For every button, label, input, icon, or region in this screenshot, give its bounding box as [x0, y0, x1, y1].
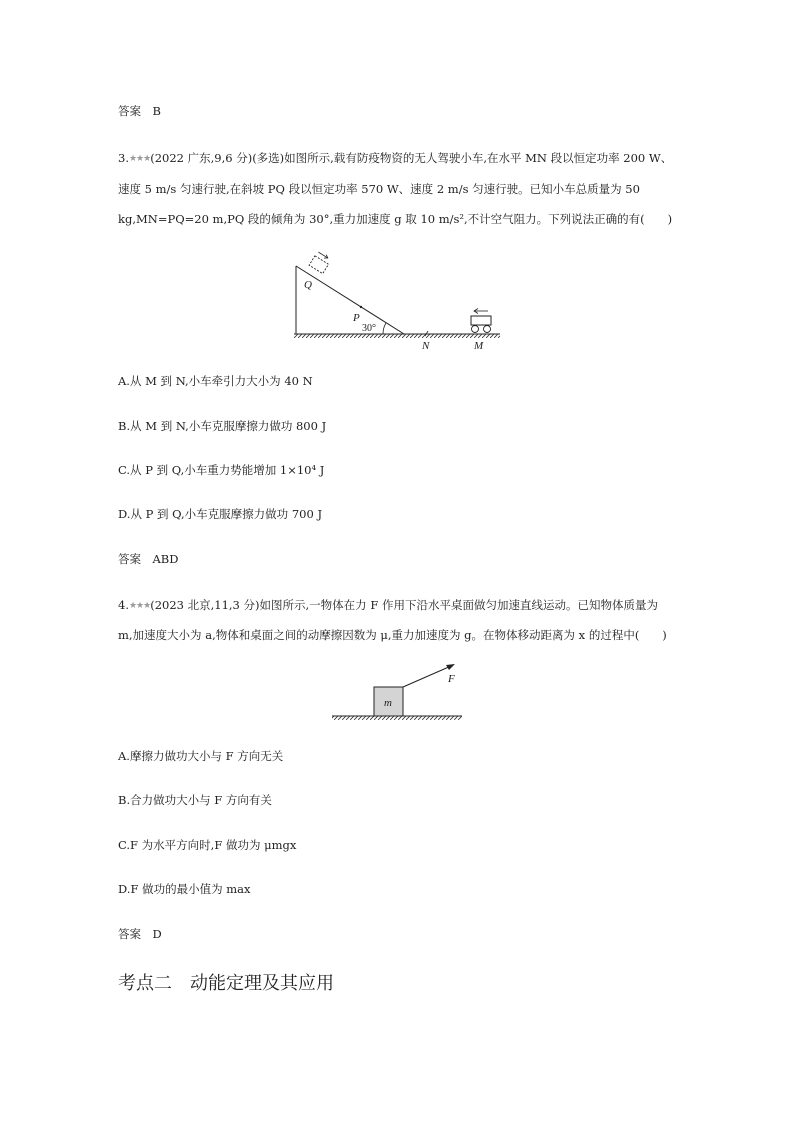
q4-line-1: [118, 597, 658, 614]
q4-option-d: D.F 做功的最小值为 max: [118, 882, 251, 896]
label-mass: m: [384, 697, 392, 709]
cart-icon: [471, 309, 491, 333]
table-hatch: [332, 716, 462, 720]
difficulty-stars-icon: ★★★: [128, 154, 151, 164]
q4-option-b: B.合力做功大小与 F 方向有关: [118, 793, 272, 807]
slope-line: [296, 266, 404, 334]
section-heading: [118, 972, 334, 996]
q3-line-3: kg,MN=PQ=20 m,PQ 段的倾角为 30°,重力加速度 g 取 10 m/s²,不计空气阻力。下列说法正确的有( ): [118, 212, 673, 226]
point-p-marker: [360, 306, 362, 308]
arrow-head-icon: [446, 664, 455, 670]
dashed-cart-icon: [309, 250, 332, 274]
previous-answer: 答案 B: [118, 104, 161, 118]
q3-figure-incline: [290, 246, 505, 356]
q4-option-a: A.摩擦力做功大小与 F 方向无关: [118, 749, 284, 763]
q4-figure-block: [330, 660, 465, 725]
label-p: P: [353, 312, 360, 324]
q3-answer: 答案 ABD: [118, 552, 179, 566]
q4-number: 4.: [118, 598, 129, 612]
q3-option-b: B.从 M 到 N,小车克服摩擦力做功 800 J: [118, 419, 327, 433]
section-number: 考点二: [118, 973, 172, 994]
difficulty-stars-icon: ★★★: [128, 601, 151, 611]
ground-hatch: [294, 334, 500, 338]
q3-option-d: D.从 P 到 Q,小车克服摩擦力做功 700 J: [118, 507, 323, 521]
q3-text-1: (2022 广东,9,6 分)(多选)如图所示,载有防疫物资的无人驾驶小车,在水平 MN 段以恒定功率 200 W、: [150, 151, 673, 165]
label-angle: 30°: [362, 323, 376, 334]
q3-number: 3.: [118, 151, 129, 165]
label-n: N: [422, 340, 430, 352]
q3-line-2: 速度 5 m/s 匀速行驶,在斜坡 PQ 段以恒定功率 570 W、速度 2 m/s 匀速行驶。已知小车总质量为 50: [118, 182, 640, 196]
label-force: F: [448, 673, 455, 685]
q4-line-2: m,加速度大小为 a,物体和桌面之间的动摩擦因数为 μ,重力加速度为 g。在物体移动距离为 x 的过程中( ): [118, 628, 667, 642]
q3-option-a: A.从 M 到 N,小车牵引力大小为 40 N: [118, 374, 313, 388]
q3-option-c: C.从 P 到 Q,小车重力势能增加 1×10⁴ J: [118, 463, 325, 477]
q4-option-c: C.F 为水平方向时,F 做功为 μmgx: [118, 838, 297, 852]
label-q: Q: [304, 279, 312, 291]
q3-line-1: [118, 150, 672, 167]
angle-arc: [383, 323, 386, 334]
label-m: M: [474, 340, 484, 352]
q4-answer: 答案 D: [118, 927, 162, 941]
section-title: 动能定理及其应用: [190, 973, 334, 994]
q4-text-1: (2023 北京,11,3 分)如图所示,一物体在力 F 作用下沿水平桌面做匀加速直线运动。已知物体质量为: [150, 598, 658, 612]
force-arrow: [403, 666, 451, 687]
